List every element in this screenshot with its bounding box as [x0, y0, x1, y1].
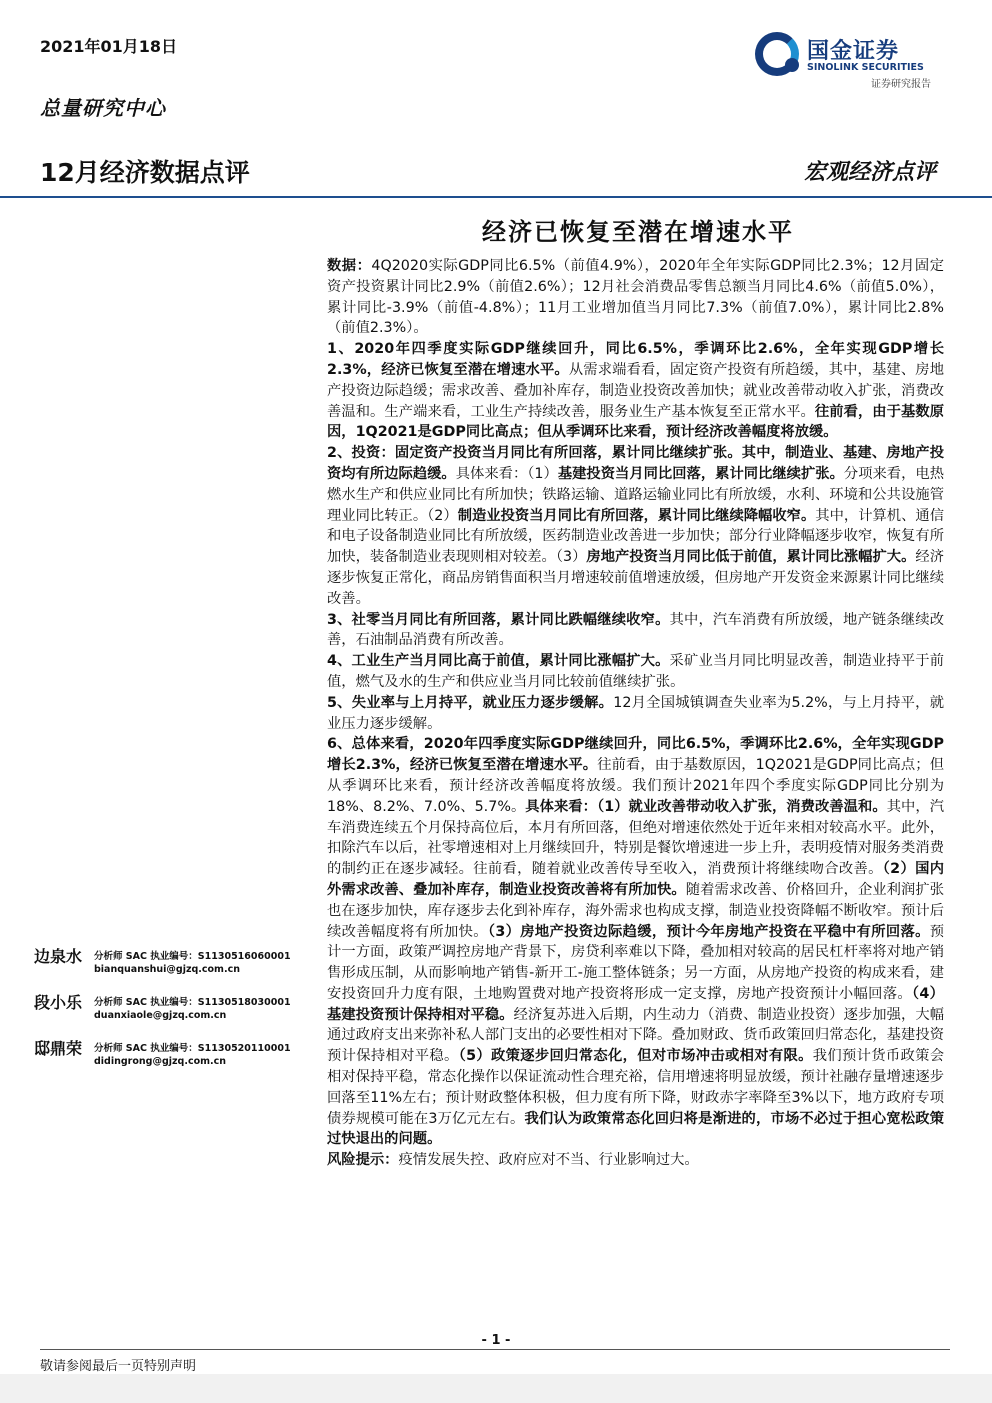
bold-text-segment: 我们认为政策常态化回归将是渐进的，市场不必过于担心宽松政策过快退出的问题。: [327, 1110, 944, 1148]
body-paragraph: [327, 1150, 944, 1171]
bold-text-segment: 4、工业生产当月同比高于前值，累计同比涨幅扩大。: [327, 653, 670, 670]
report-date: 2021年01月18日: [40, 37, 178, 56]
text-segment: 采矿业当月同比明显改善，制造业持平于前值，燃气及水的生产和供应业当月同比较前值继续扩张。: [327, 653, 945, 690]
company-logo: [755, 30, 950, 90]
bold-text-segment: 具体来看：（1）就业改善带动收入扩张，消费改善温和。: [525, 798, 887, 815]
bold-text-segment: 基建投资当月同比回落，累计同比继续扩张。: [557, 465, 844, 482]
bold-text-segment: 1、2020年四季度实际GDP继续回升，同比6.5%，季调环比2.6%，全年实现GDP增长2.3%，经济已恢复至潜在增速水平。: [327, 341, 944, 378]
logo-subtitle: 证券研究报告: [871, 79, 931, 90]
headline: 经济已恢复至潜在增速水平: [482, 217, 794, 246]
body-paragraph: [327, 610, 944, 652]
analyst-certificate: 分析师 SAC 执业编号：S1130516060001: [94, 951, 291, 962]
analyst-certificate: 分析师 SAC 执业编号：S1130520110001: [94, 1043, 291, 1054]
analyst-certificate: 分析师 SAC 执业编号：S1130518030001: [94, 997, 291, 1008]
body-paragraph: [327, 339, 944, 443]
footer-band: [0, 1374, 992, 1403]
text-segment: 我们预计货币政策会相对保持平稳，常态化操作以保证流动性合理充裕，信用增速将明显放缓，预计社融存量增速逐步回落至11%左右；预计财政整体积极，但力度有所下降，财政赤字率降至3%以下，地方政府专项债券规模可能在3万亿元左右。: [327, 1048, 945, 1127]
text-segment: 其中，汽车消费连续五个月保持高位后，本月有所回落，但绝对增速依然处于近年来相对较高水平。此外，扣除汽车以后，社零增速相对上月继续回升，特别是餐饮增速进一步上升，表明疫情对服务类消费的制约正在逐步减轻。往前看，随着就业改善传导至收入，消费预计将继续吻合改善。: [327, 798, 945, 878]
analyst-email[interactable]: duanxiaole@gjzq.com.cn: [94, 1010, 227, 1021]
bold-text-segment: 风险提示：: [327, 1152, 399, 1169]
report-type: 宏观经济点评: [803, 159, 936, 185]
analyst-email[interactable]: bianquanshui@gjzq.com.cn: [94, 964, 240, 975]
body-paragraph: [327, 693, 944, 735]
report-title: 12月经济数据点评: [40, 158, 250, 187]
page-number: - 1 -: [481, 1333, 511, 1348]
footer-disclaimer: 敬请参阅最后一页特别声明: [40, 1359, 197, 1374]
text-segment: 4Q2020实际GDP同比6.5%（前值4.9%），2020年全年实际GDP同比2.3%；12月固定资产投资累计同比2.9%（前值2.6%）；12月社会消费品零售总额当月同比4.6%（前值5.0%），累计同比-3.9%（前值-4.8%）；11月工业增加值当月同比7.3%（前值7.0%），累计同比2.8%（前值2.3%）。: [327, 258, 945, 337]
text-segment: 分项来看，电热燃水生产和供应业同比有所加快；铁路运输、道路运输业同比有所放缓，水利、环境和公共设施管理业同比转正。（2）: [327, 465, 945, 524]
text-segment: 疫情发展失控、政府应对不当、行业影响过大。: [398, 1152, 699, 1169]
body-paragraph: [327, 734, 944, 1150]
text-segment: 预计一方面，政策严调控房地产背景下，房贷利率难以下降，叠加相对较高的居民杠杆率将对地产销售形成压制，从而影响地产销售-新开工-施工整体链条；另一方面，从房地产投资的构成来看，建安投资回升力度有限，土地购置费对地产投资将形成一定支撑，房地产投资预计小幅回落。: [327, 923, 945, 1002]
header-divider: [0, 196, 992, 198]
research-center-name: 总量研究中心: [40, 96, 166, 120]
body-paragraph: [327, 256, 944, 339]
text-segment: 经济复苏进入后期，内生动力（消费、制造业投资）逐步加强，大幅通过政府支出来弥补私人部门支出的必要性相对下降。叠加财政、货币政策回归常态化，基建投资预计保持相对平稳。: [327, 1006, 945, 1065]
bold-text-segment: 3、社零当月同比有所回落，累计同比跌幅继续收窄。: [327, 611, 670, 628]
text-segment: 从需求端看看，固定资产投资有所趋缓，其中，基建、房地产投资边际趋缓；需求改善、叠加补库存，制造业投资改善加快；就业改善带动收入扩张，消费改善温和。生产端来看，工业生产持续改善，服务业生产基本恢复至正常水平。: [327, 361, 944, 420]
bold-text-segment: 数据：: [327, 258, 372, 274]
text-segment: 具体来看：（1）: [455, 465, 558, 482]
text-segment: 往前看，由于基数原因，1Q2021是GDP同比高点；但从季调环比来看，预计经济改善幅度将放缓。我们预计2021年四个季度实际GDP同比分别为18%、8.2%、7.0%、5.7%。: [327, 757, 944, 815]
bold-text-segment: 房地产投资当月同比低于前值，累计同比涨幅扩大。: [586, 549, 916, 566]
footer-divider: [40, 1349, 950, 1350]
bold-text-segment: 往前看，由于基数原因，1Q2021是GDP同比高点；但从季调环比来看，预计经济改善幅度将放缓。: [327, 403, 945, 441]
bold-text-segment: 制造业投资当月同比有所回落，累计同比继续降幅收窄。: [457, 507, 816, 524]
logo-dot-icon: [785, 58, 799, 72]
bold-text-segment: 2、投资：固定资产投资当月同比有所回落，累计同比继续扩张。其中，制造业、基建、房地产投资均有所边际趋缓。: [327, 445, 944, 482]
bold-text-segment: （3）房地产投资边际趋缓，预计今年房地产投资在平稳中有所回落。: [487, 923, 930, 940]
text-segment: 随着需求改善、价格回升，企业利润扩张也在逐步加快，库存逐步去化到补库存，海外需求也构成支撑，制造业投资降幅不断收窄。预计后续改善幅度将有所加快。: [327, 881, 944, 940]
analyst-email[interactable]: didingrong@gjzq.com.cn: [94, 1056, 227, 1067]
report-body: [327, 256, 944, 1171]
logo-chinese-name: 国金证券: [807, 39, 900, 64]
body-paragraph: [327, 651, 944, 693]
text-segment: 经济逐步恢复正常化，商品房销售面积当月增速较前值增速放缓，但房地产开发资金来源累计同比继续改善。: [327, 549, 945, 607]
text-segment: 其中，汽车消费有所放缓，地产链条继续改善，石油制品消费有所改善。: [327, 611, 945, 649]
body-paragraph: [327, 443, 944, 609]
bold-text-segment: （5）政策逐步回归常态化，但对市场冲击或相对有限。: [458, 1048, 813, 1065]
text-segment: 其中，计算机、通信和电子设备制造业同比有所放缓，医药制造业改善进一步加快；部分行业降幅逐步收窄，恢复有所加快，装备制造业表现则相对较差。（3）: [327, 507, 945, 566]
analyst-name: 邸鼎荣: [34, 1039, 83, 1058]
text-segment: 12月全国城镇调查失业率为5.2%，与上月持平，就业压力逐步缓解。: [327, 694, 944, 732]
analyst-name: 边泉水: [34, 947, 83, 966]
logo-english-name: SINOLINK SECURITIES: [807, 62, 924, 73]
analyst-name: 段小乐: [34, 993, 83, 1012]
bold-text-segment: （4）基建投资预计保持相对平稳。: [327, 985, 944, 1023]
bold-text-segment: 6、总体来看，2020年四季度实际GDP继续回升，同比6.5%，季调环比2.6%，全年实现GDP增长2.3%，经济已恢复至潜在增速水平。: [327, 736, 944, 774]
bold-text-segment: 5、失业率与上月持平，就业压力逐步缓解。: [327, 694, 614, 711]
bold-text-segment: （2）国内外需求改善、叠加补库存，制造业投资改善将有所加快。: [327, 861, 944, 898]
